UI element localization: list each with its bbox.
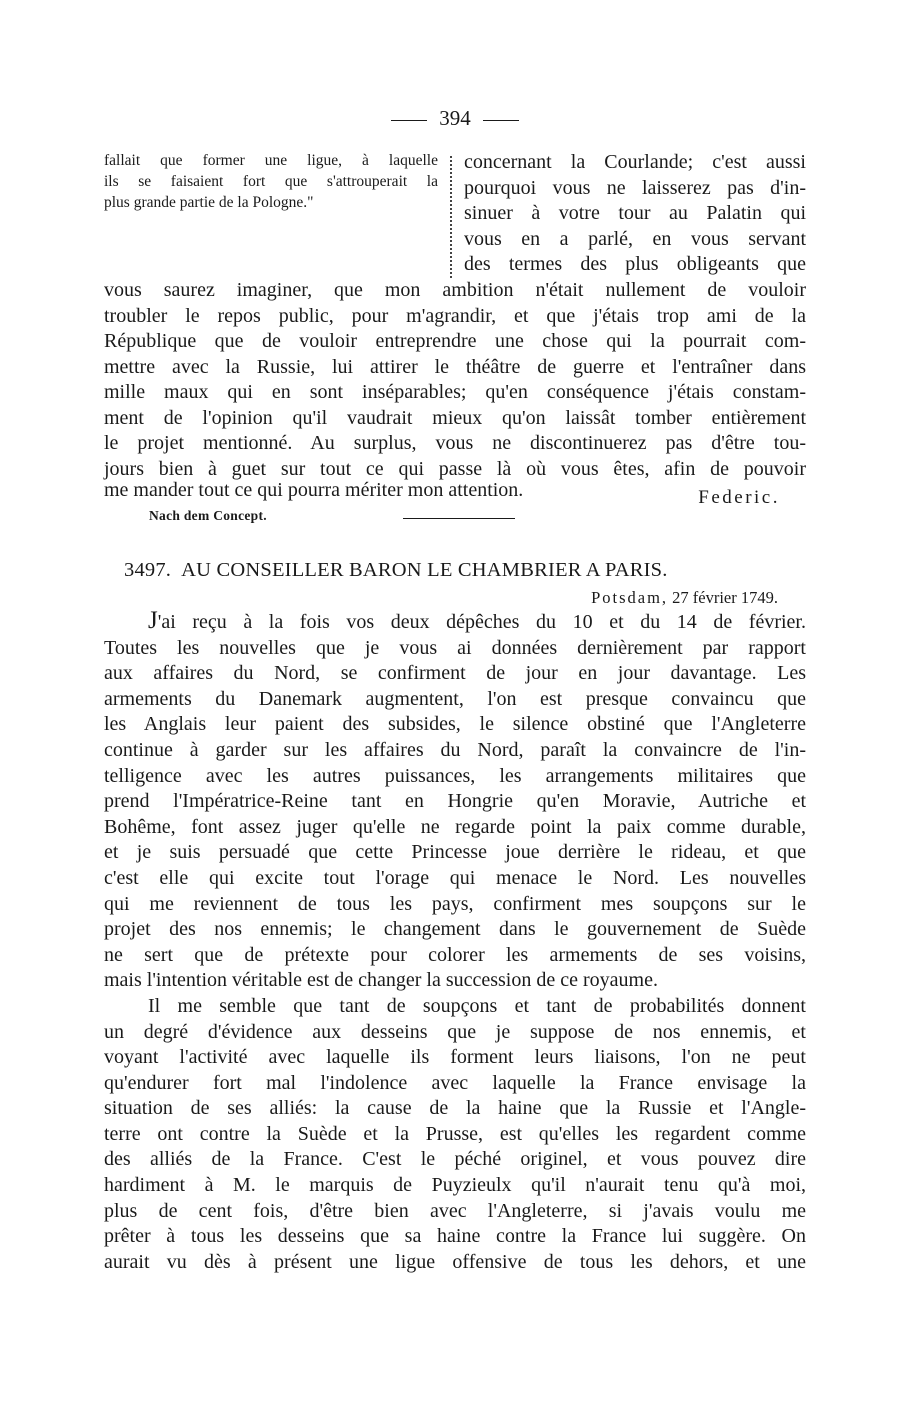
text-line: troubler le repos public, pour m'agrandir, et que j'étais trop ami de la <box>104 304 806 327</box>
text-line: aurait vu dès à présent une ligue offensive de tous les dehors, et une <box>104 1250 806 1273</box>
text-line: telligence avec les autres puissances, les arrangements militaires que <box>104 764 806 787</box>
right-text-column <box>464 150 806 278</box>
text-line: hardiment à M. le marquis de Puyzieulx qu'il n'aurait tenu qu'à moi, <box>104 1174 806 1197</box>
column-divider <box>450 156 452 278</box>
text-line: terre ont contre la Suède et la Prusse, est qu'elles les regardent comme <box>104 1122 806 1145</box>
continuation-text <box>104 278 806 482</box>
text-line: le projet mentionné. Au surplus, vous ne discontinuerez pas d'être tou- <box>104 432 806 454</box>
text-line: Il me semble que tant de soupçons et tant de probabilités donnent <box>148 994 806 1017</box>
text-line: sinuer à votre tour au Palatin qui <box>464 202 806 224</box>
text-line: les Anglais leur paient des subsides, le silence obstiné que l'Angleterre <box>104 713 806 736</box>
footnote-column <box>104 150 446 213</box>
page-number-dash-right <box>483 120 519 121</box>
text-line: et je suis persuadé que cette Princesse joue derrière le rideau, et que <box>104 841 806 864</box>
section-rule <box>403 518 515 519</box>
section-heading <box>104 559 806 582</box>
text-line: mettre avec la Russie, lui attirer le théâtre de guerre et l'entraîner dans <box>104 355 806 378</box>
text-line: c'est elle qui excite tout l'orage qui menace le Nord. Les nouvelles <box>104 866 806 889</box>
dateline-place: Potsdam, <box>591 588 669 607</box>
section-number: 3497. <box>124 559 172 581</box>
text-line: ne sert que de prétexte pour colorer les armements de ses voisins, <box>104 943 806 966</box>
text-line: des termes des plus obligeants que <box>464 253 806 275</box>
drop-cap: J <box>148 607 158 634</box>
page-number-dash-left <box>391 120 427 121</box>
text-line: armements du Danemark augmentent, l'on est presque convaincu que <box>104 687 806 710</box>
text-line: ment de l'opinion qu'il vaudrait mieux qu'on laissât tomber entièrement <box>104 406 806 429</box>
text-line: aux affaires du Nord, se confirment de jour en jour davantage. Les <box>104 662 806 685</box>
text-line: me mander tout ce qui pourra mériter mon attention. <box>104 479 524 501</box>
text-line: situation de ses alliés: la cause de la haine que la Russie et l'Angle- <box>104 1097 806 1120</box>
text-line: plus de cent fois, d'être bien avec l'Angleterre, si j'avais voulu me <box>104 1199 806 1222</box>
text-line <box>104 607 806 636</box>
footnote-line: ils se faisaient fort que s'attrouperait la <box>104 173 438 190</box>
text-line: mais l'intention véritable est de changer la succession de ce royaume. <box>104 969 658 992</box>
paragraph-1 <box>104 607 806 994</box>
text-line: pourquoi vous ne laisserez pas d'in- <box>464 176 806 199</box>
text-line: continue à garder sur les affaires du Nord, paraît la convaincre de l'in- <box>104 738 806 761</box>
text-line: prend l'Impératrice-Reine tant en Hongrie qu'en Moravie, Autriche et <box>104 790 806 813</box>
dateline <box>104 586 806 610</box>
text-line: un degré d'évidence aux desseins que je suppose de nos ennemis, et <box>104 1020 806 1043</box>
text-line: vous saurez imaginer, que mon ambition n'était nullement de vouloir <box>104 279 806 301</box>
text-line: prêter à tous les desseins que sa haine contre la France lui suggère. On <box>104 1225 806 1248</box>
signature-row <box>104 479 806 508</box>
section-title: AU CONSEILLER BARON LE CHAMBRIER A PARIS. <box>181 559 668 581</box>
text-line: qui me reviennent de tous les pays, confirment mes soupçons sur le <box>104 892 806 915</box>
text-line: des alliés de la France. C'est le péché originel, et vous pouvez dire <box>104 1148 806 1171</box>
text-line: mille maux qui en sont inséparables; qu'en conséquence j'étais constam- <box>104 381 806 403</box>
document-page <box>104 104 806 1275</box>
page-number <box>104 104 806 132</box>
text-line: Bohême, font assez juger qu'elle ne regarde point la paix comme durable, <box>104 815 806 838</box>
source-note: Nach dem Concept. <box>149 508 267 523</box>
top-two-column-block <box>104 150 806 278</box>
text-line: projet des nos ennemis; le changement dans le gouvernement de Suède <box>104 918 806 941</box>
footnote-line: plus grande partie de la Pologne." <box>104 194 314 211</box>
text-line: voyant l'activité avec laquelle ils forment leurs liaisons, l'on ne peut <box>104 1046 806 1069</box>
dateline-date: 27 février 1749. <box>672 588 778 607</box>
signature: Federic. <box>698 487 780 508</box>
page-number-text: 394 <box>439 106 471 130</box>
paragraph-2 <box>104 994 806 1276</box>
text-line: concernant la Courlande; c'est aussi <box>464 151 806 173</box>
text-line: vous en a parlé, en vous servant <box>464 227 806 250</box>
text-line-content: 'ai reçu à la fois vos deux dépêches du 10 et du 14 de février. <box>157 611 806 633</box>
text-line: République que de vouloir entreprendre une chose qui la pourrait com- <box>104 330 806 352</box>
footnote-line: fallait que former une ligue, à laquelle <box>104 152 438 169</box>
text-line: qu'endurer fort mal l'indolence avec laquelle la France envisage la <box>104 1071 806 1094</box>
text-line: jours bien à guet sur tout ce qui passe là où vous êtes, afin de pouvoir <box>104 457 806 480</box>
text-line: Toutes les nouvelles que je vous ai données dernièrement par rapport <box>104 636 806 659</box>
